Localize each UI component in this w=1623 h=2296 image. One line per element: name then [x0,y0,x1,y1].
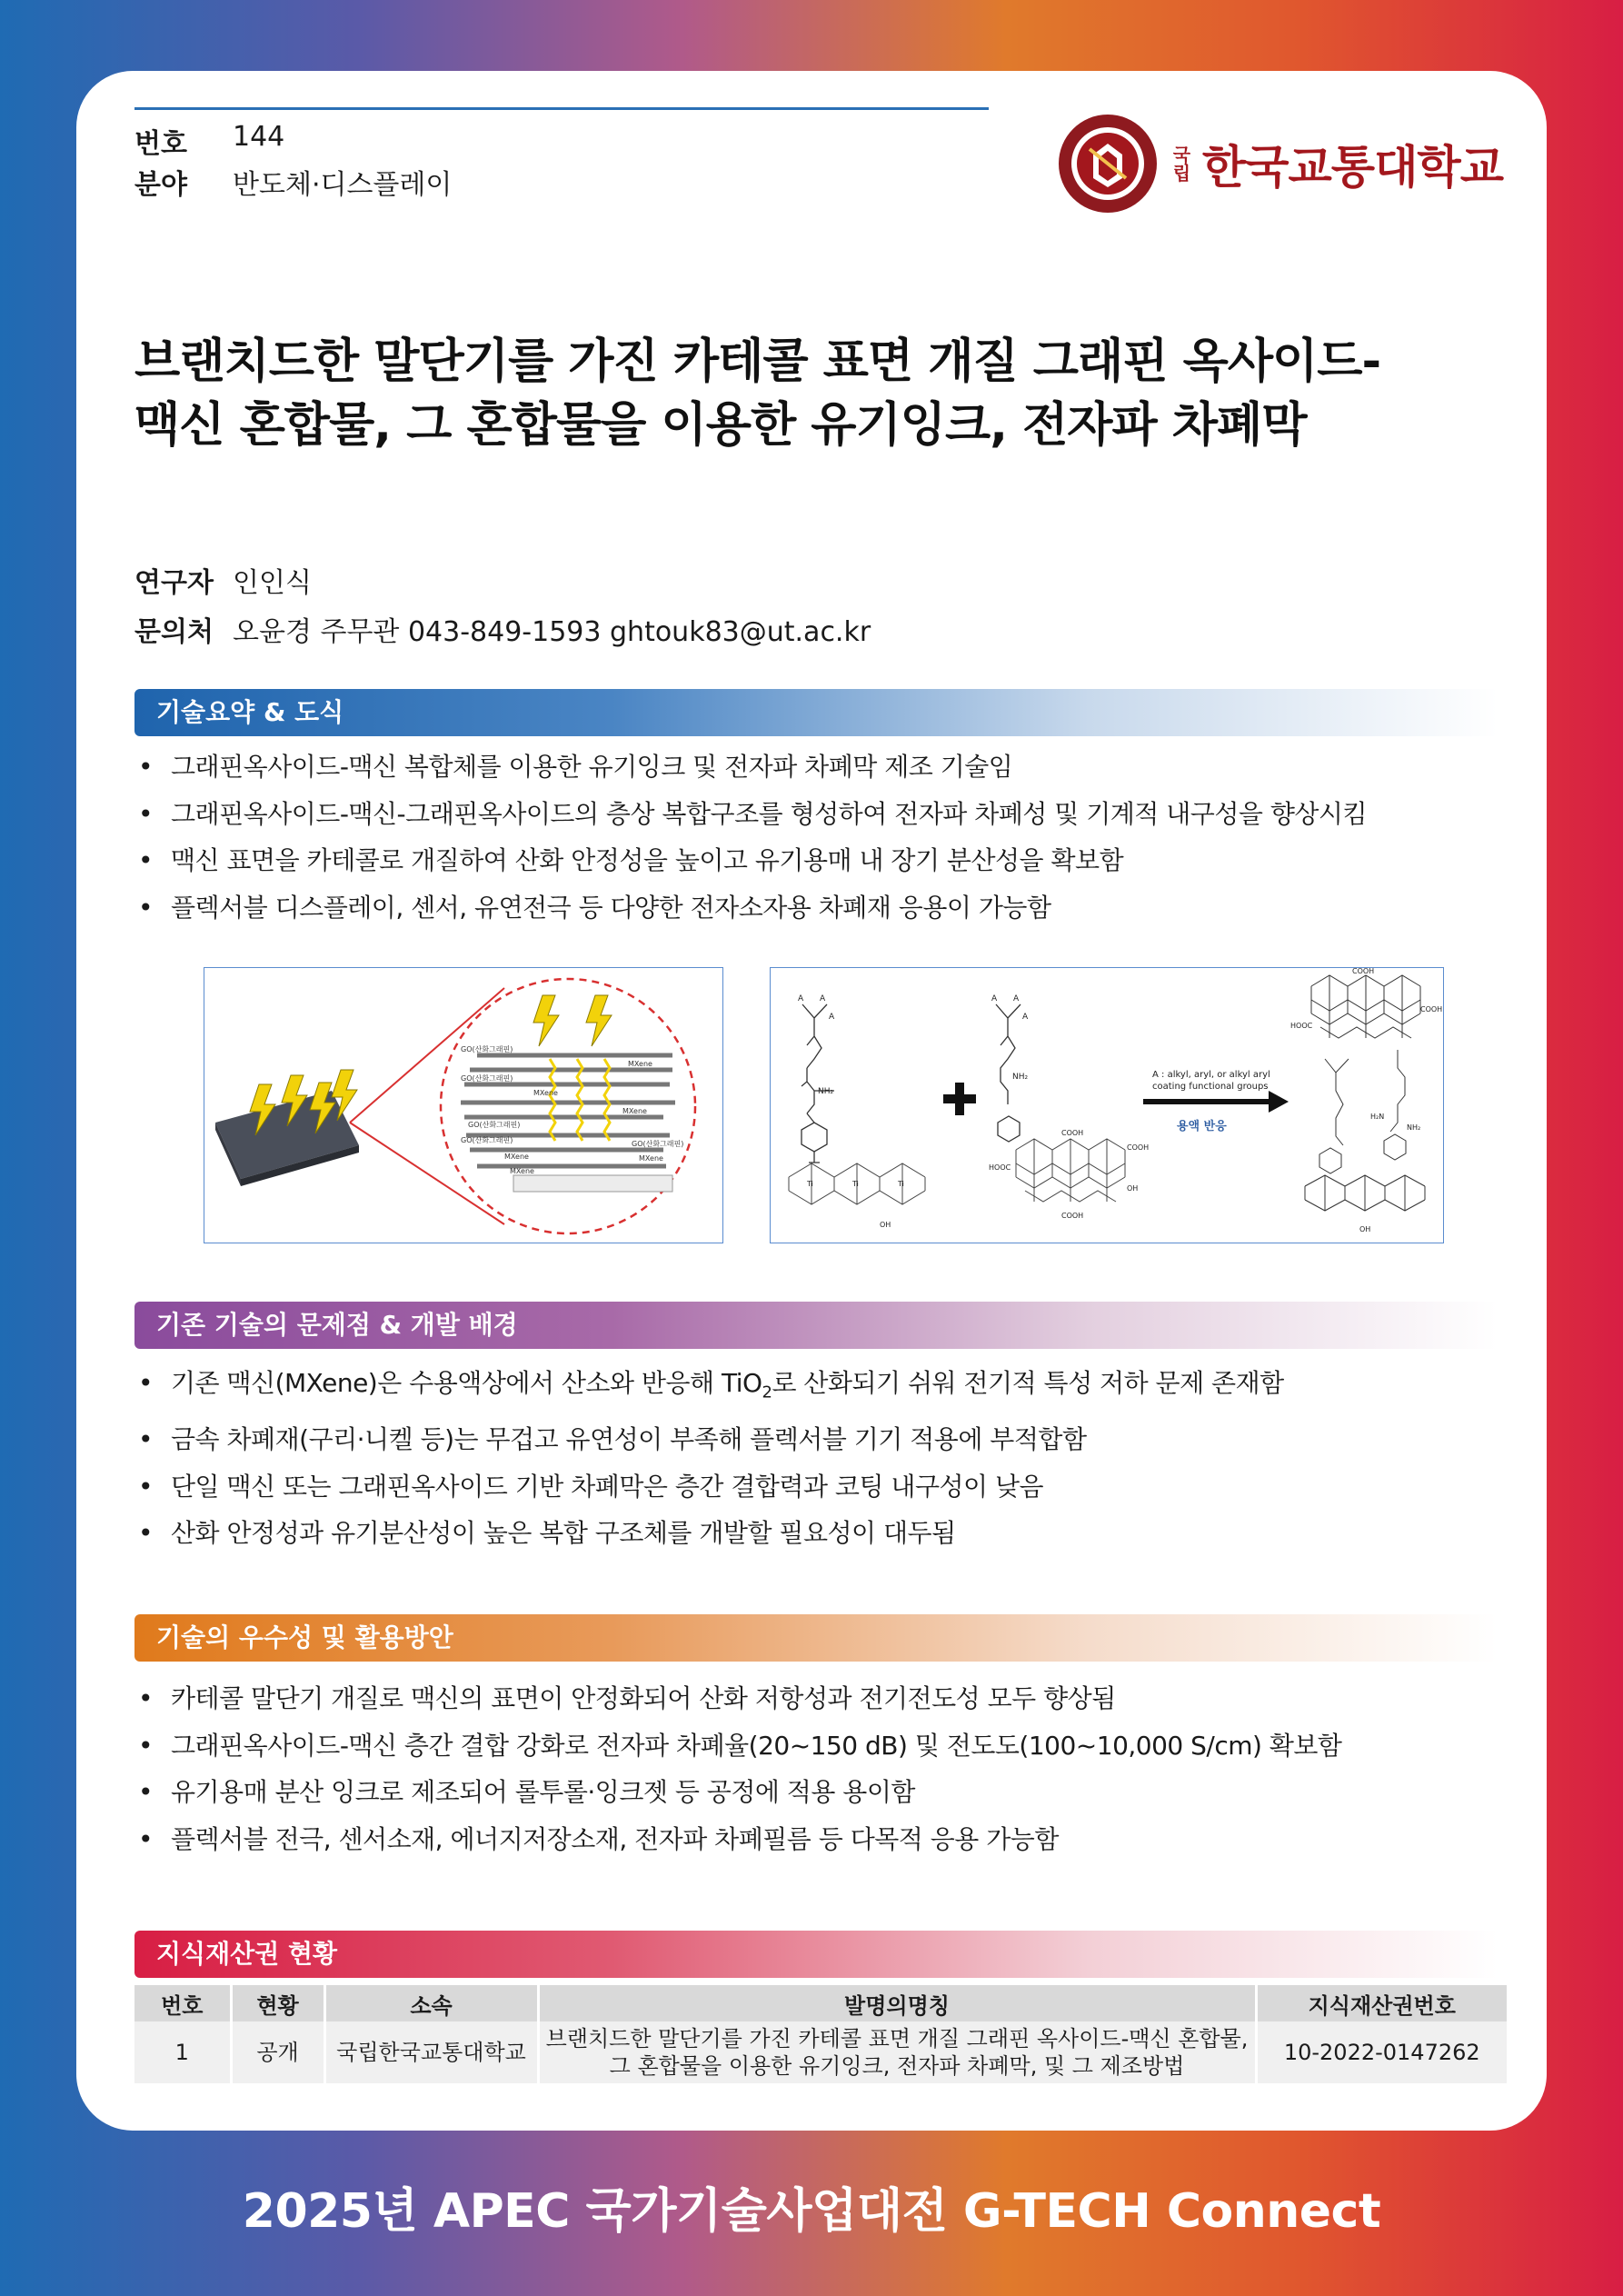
reaction-scheme-figure [770,967,1444,1243]
layer-label-mxene: MXene [622,1107,647,1115]
layer-label-mxene: MXene [510,1167,534,1175]
layer-label-mxene: MXene [504,1153,529,1161]
h2n-label: H₂N [1370,1113,1385,1121]
cooh-label: COOH [1352,968,1375,975]
hooc-label: HOOC [1290,1022,1313,1030]
header-number: 번호 [134,1985,231,2021]
layer-label-go: GO(산화그래핀) [468,1121,521,1129]
advantages-section-title: 기술의 우수성 및 활용방안 [156,1622,453,1652]
zoom-circle [441,979,695,1233]
advantages-bullets [133,1675,1514,1862]
header-invention-name: 발명의명칭 [538,1985,1256,2021]
arrow-caption-1: A : alkyl, aryl, or alkyl aryl [1152,1070,1270,1080]
number-label: 번호 [134,128,187,160]
catechol-molecule [802,1004,834,1163]
background-bullets [133,1360,1514,1557]
advantages-section-header [134,1614,1498,1662]
summary-section-header [134,689,1498,736]
a2-label: A [820,994,826,1003]
layer-label-go: GO(산화그래핀) [461,1074,513,1083]
summary-section-title: 기술요약 & 도식 [156,697,344,727]
logo-name: 한국교통대학교 [1201,141,1503,194]
cell-invention-name [538,2021,1256,2083]
footer-banner: 2025년 APEC 국가기술사업대전 G-TECH Connect [242,2184,1381,2239]
summary-bullet: • 그래핀옥사이드-맥신 복합체를 이용한 유기잉크 및 전자파 차폐막 제조 기술임 [133,744,1514,791]
ti-label: Ti [807,1180,813,1188]
cell-status: 공개 [231,2021,324,2083]
university-seal-icon [1057,113,1159,215]
layer-label-go: GO(산화그래핀) [461,1045,513,1053]
ti-label: Ti [852,1180,859,1188]
nh2-label: NH₂ [1407,1123,1421,1132]
summary-bullet: • 플렉서블 디스플레이, 센서, 유연전극 등 다양한 전자소자용 차폐재 응용이 가능함 [133,884,1514,932]
cooh-label: COOH [1061,1129,1084,1137]
oh-label: OH [1127,1184,1139,1193]
page-title [134,330,1516,457]
table-row [134,2021,1507,2083]
background-section-title: 기존 기술의 문제점 & 개발 배경 [156,1310,518,1340]
layer-label-go: GO(산화그래핀) [461,1136,513,1144]
top-rule [134,107,989,110]
header-status: 현황 [231,1985,324,2021]
cell-number: 1 [134,2021,231,2083]
advantages-bullet: • 카테콜 말단기 개질로 맥신의 표면이 안정화되어 산화 저항성과 전기전도성 모두 향상됨 [133,1675,1514,1722]
advantages-bullet: • 플렉서블 전극, 센서소재, 에너지저장소재, 전자파 차폐필름 등 다목적 응용 가능함 [133,1816,1514,1863]
nh2-label: NH₂ [818,1087,834,1096]
background-bullet: • 단일 맥신 또는 그래핀옥사이드 기반 차폐막은 층간 결합력과 코팅 내구성이 낮음 [133,1463,1514,1511]
background-bullet: • 산화 안정성과 유기분산성이 높은 복합 구조체를 개발할 필요성이 대두됨 [133,1510,1514,1557]
subscript-2: 2 [762,1383,772,1403]
summary-bullet: • 맥신 표면을 카테콜로 개질하여 산화 안정성을 높이고 유기용매 내 장기 분산성을 확보함 [133,837,1514,884]
field-value: 반도체·디스플레이 [233,169,453,201]
poster-card [76,71,1547,2131]
oh-label: OH [880,1221,891,1229]
cooh-label: COOH [1420,1005,1443,1013]
a3-label: A [829,1013,835,1022]
layer-label-mxene: MXene [628,1060,652,1068]
substrate [513,1175,672,1192]
background-section-header [134,1302,1498,1349]
logo-prefix: 국립 [1169,145,1191,182]
a1-label: A [991,994,998,1003]
reaction-arrow-icon [1143,1091,1289,1113]
ti-label: Ti [898,1180,904,1188]
header-org: 소속 [324,1985,538,2021]
contact-label: 문의처 [134,616,214,648]
nh2-label: NH₂ [1012,1073,1029,1082]
bullet-text-pre: 기존 맥신(MXene)은 수용액상에서 산소와 반응해 TiO [171,1368,762,1398]
title-line-2: 맥신 혼합물, 그 혼합물을 이용한 유기잉크, 전자파 차폐막 [134,398,1307,453]
header-ip-number: 지식재산권번호 [1256,1985,1507,2021]
background-bullet [133,1360,1514,1416]
invention-name-line-1: 브랜치드한 말단기를 가진 카테콜 표면 개질 그래핀 옥사이드-맥신 혼합물, [545,2026,1249,2051]
plus-icon [943,1083,976,1115]
contact-value: 오윤경 주무관 043-849-1593 ghtouk83@ut.ac.kr [233,616,871,648]
field-label: 분야 [134,169,187,201]
university-logo [1057,109,1503,218]
cooh-label: COOH [1061,1212,1084,1220]
a2-label: A [1013,994,1020,1003]
film-plate [215,1091,359,1179]
arrow-caption-2: coating functional groups [1152,1082,1269,1092]
number-value: 144 [233,121,285,153]
ip-table [134,1985,1507,2083]
layer-label-mxene: MXene [639,1154,663,1163]
summary-bullet: • 그래핀옥사이드-맥신-그래핀옥사이드의 층상 복합구조를 형성하여 전자파 차폐성 및 기계적 내구성을 향상시킴 [133,791,1514,838]
cooh-label: COOH [1127,1143,1150,1152]
bullet-text-post: 로 산화되기 쉬워 전기적 특성 저하 문제 존재함 [772,1368,1284,1398]
reaction-label: 용액 반응 [1177,1120,1227,1133]
advantages-bullet: • 유기용매 분산 잉크로 제조되어 롤투롤·잉크젯 등 공정에 적용 용이함 [133,1769,1514,1816]
layer-label-go: GO(산화그래핀) [632,1140,684,1148]
researcher-value: 인인식 [233,567,312,599]
cell-ip-number: 10-2022-0147262 [1256,2021,1507,2083]
a1-label: A [798,994,804,1003]
ip-section-header [134,1931,1498,1978]
advantages-bullet: • 그래핀옥사이드-맥신 층간 결합 강화로 전자파 차폐율(20~150 dB) 및 전도도(100~10,000 S/cm) 확보함 [133,1722,1514,1770]
a3-label: A [1022,1013,1029,1022]
researcher-label: 연구자 [134,567,214,599]
summary-bullets [133,744,1514,931]
product-molecule [1305,975,1425,1211]
hooc-label: HOOC [989,1163,1011,1172]
shielding-structure-figure [204,967,723,1243]
table-header-row [134,1985,1507,2021]
invention-name-line-2: 그 혼합물을 이용한 유기잉크, 전자파 차폐막, 및 그 제조방법 [609,2053,1185,2079]
cell-org: 국립한국교통대학교 [324,2021,538,2083]
layer-label-mxene: MXene [533,1089,558,1097]
oh-label: OH [1359,1225,1371,1233]
background-bullet: • 금속 차폐재(구리·니켈 등)는 무겁고 유연성이 부족해 플렉서블 기기 적용에 부적합함 [133,1416,1514,1463]
title-line-1: 브랜치드한 말단기를 가진 카테콜 표면 개질 그래핀 옥사이드- [134,334,1381,389]
ip-section-title: 지식재산권 현황 [156,1939,338,1969]
